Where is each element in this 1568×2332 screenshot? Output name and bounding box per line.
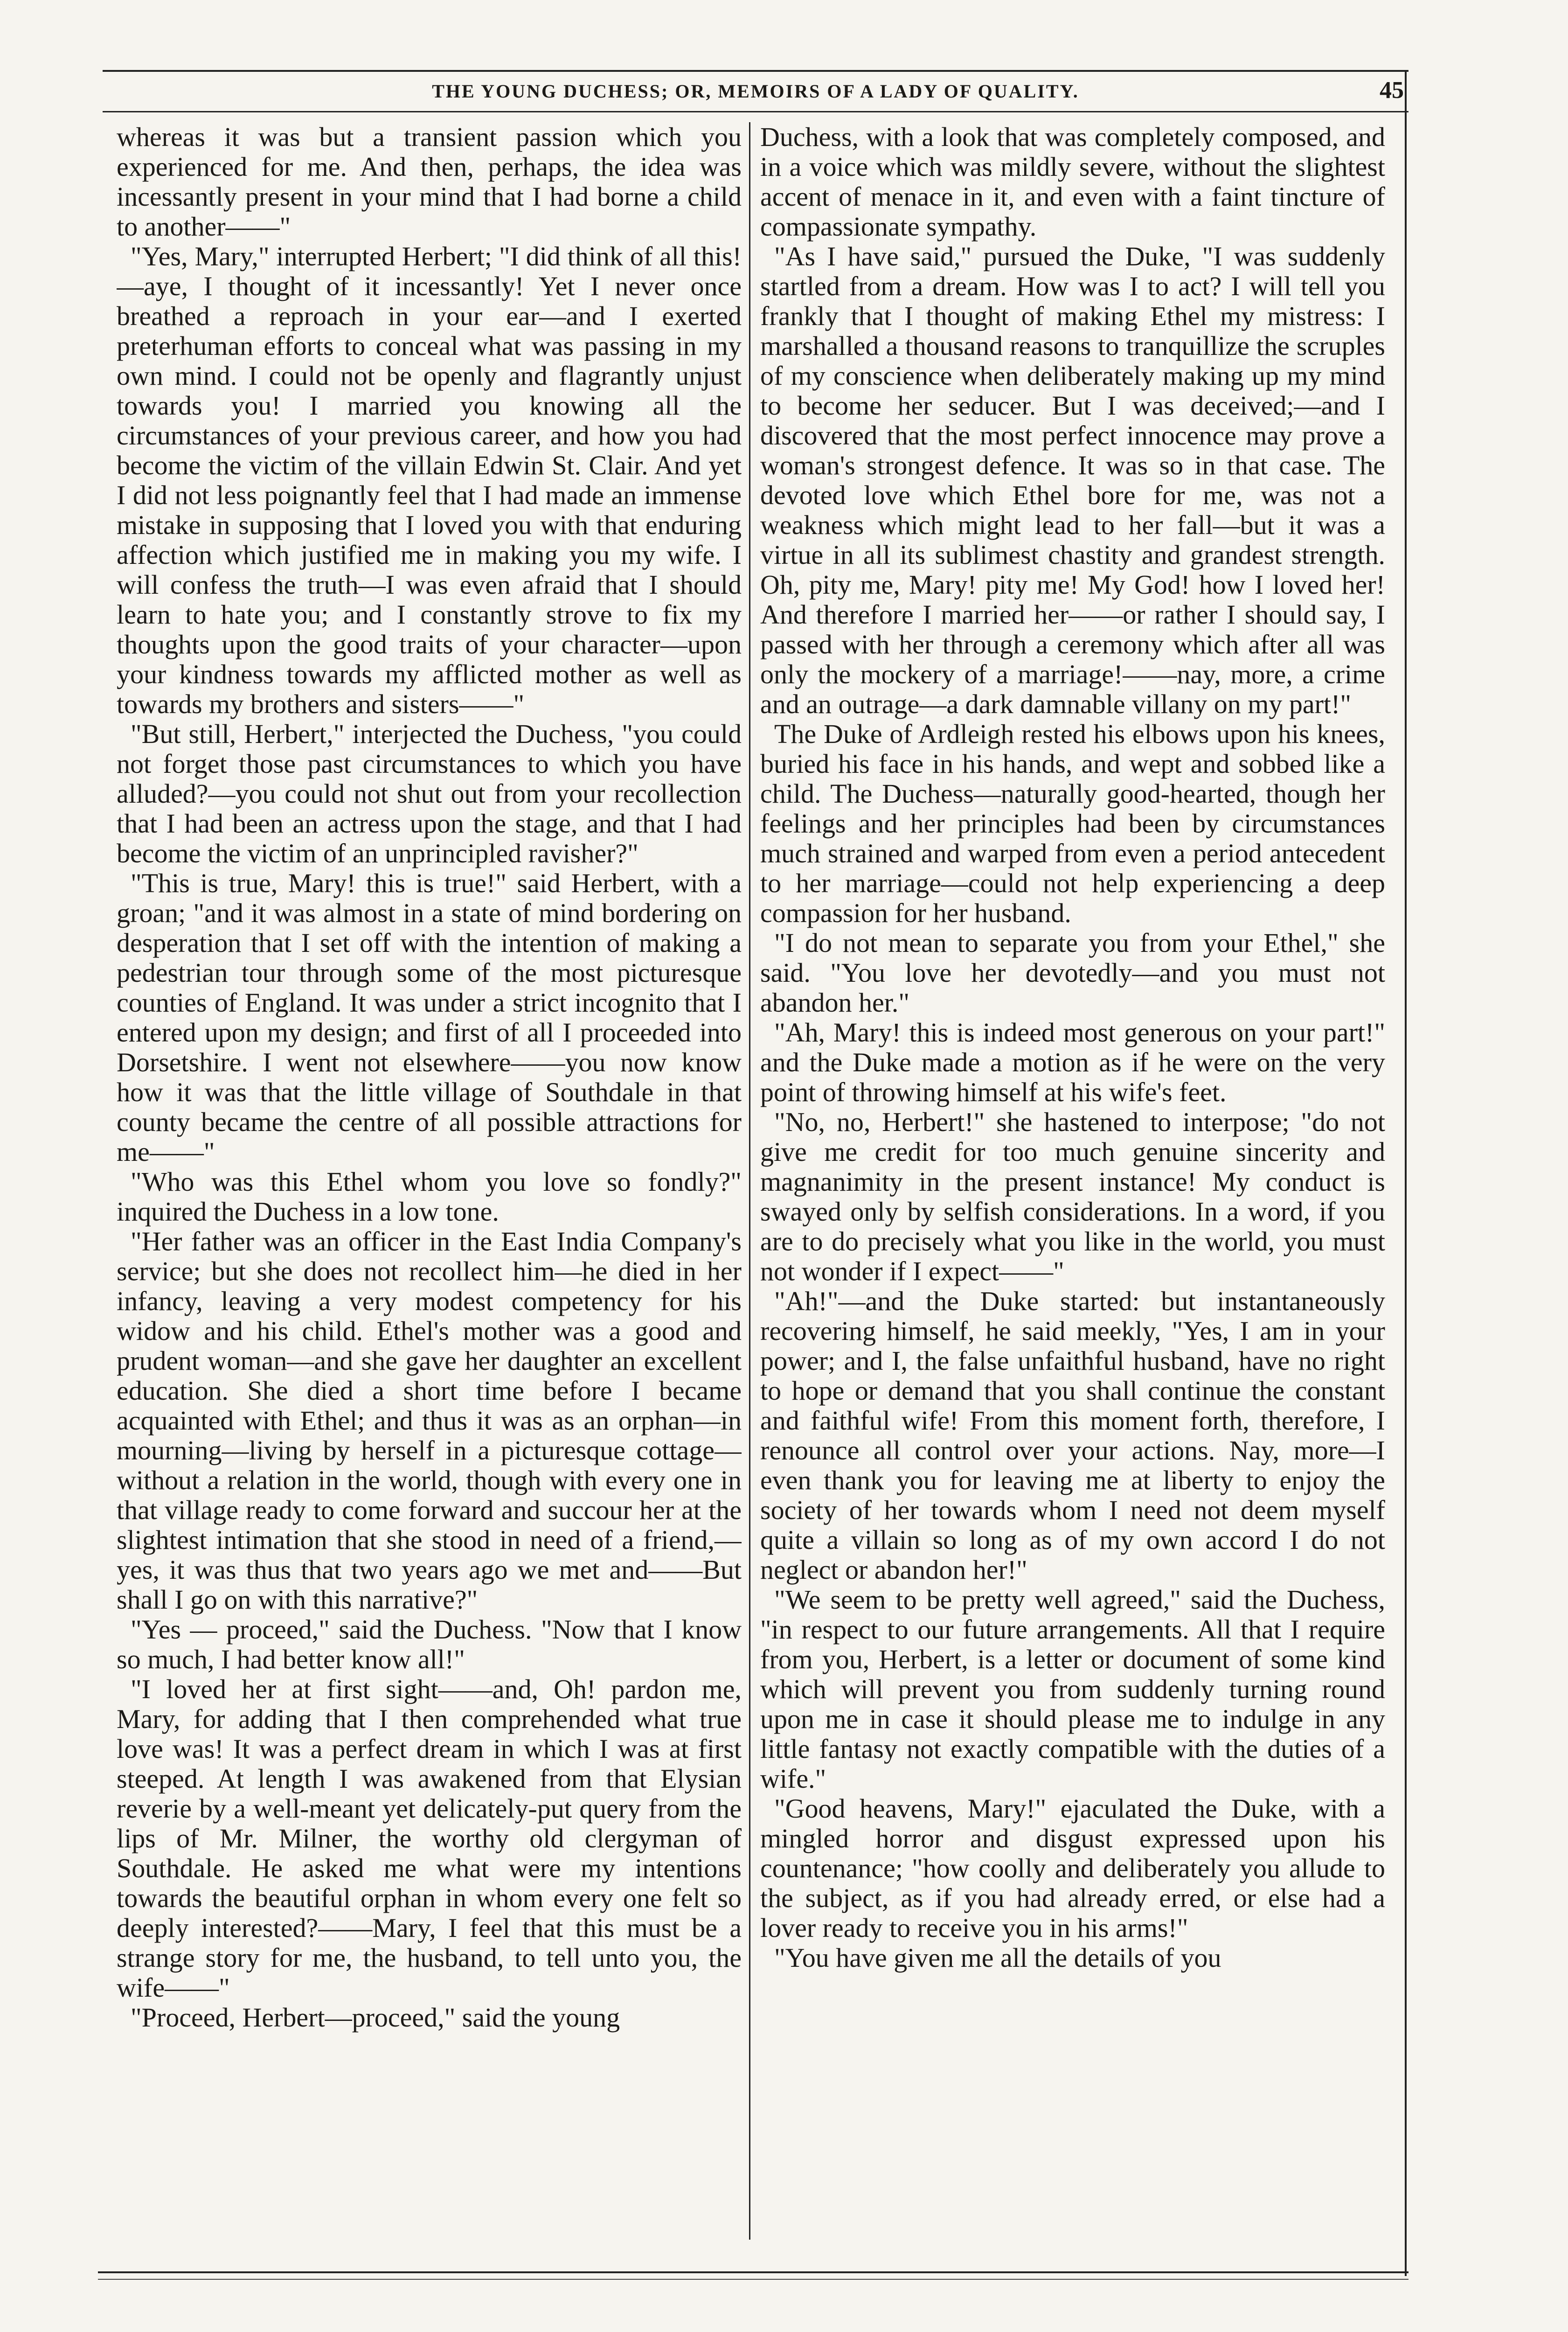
paragraph: "Her father was an officer in the East India Company's service; but she does not recollect him—he died in her infancy, leaving a very modest competency for his widow and his child. Ethel's mother was a good and prudent woman—and she gave her daughter an excellent education. She died a short time before I became acquainted with Ethel; and thus it was as an orphan—in mourning—living by herself in a picturesque cottage—without a relation in the world, though with every one in that village ready to come forward and succour her at the slightest intimation that she stood in need of a friend,—yes, it was thus that two years ago we met and——But shall I go on with this narrative?" bbox=[117, 1226, 742, 1615]
paragraph: "Who was this Ethel whom you love so fondly?" inquired the Duchess in a low tone. bbox=[117, 1166, 742, 1227]
column-divider bbox=[749, 122, 750, 2240]
paragraph: "Ah, Mary! this is indeed most generous on your part!" and the Duke made a motion as if he were on the very point of throwing himself at his wife's feet. bbox=[760, 1017, 1385, 1107]
paragraph: "We seem to be pretty well agreed," said the Duchess, "in respect to our future arrangements. All that I require from you, Herbert, is a letter or document of some kind which will prevent you from suddenly turning round upon me in case it should please me to indulge in any little fantasy not exactly compatible with the duties of a wife." bbox=[760, 1584, 1385, 1794]
footer-rule bbox=[98, 2271, 1408, 2273]
footer-rule-thin bbox=[98, 2279, 1408, 2280]
paragraph: "Proceed, Herbert—proceed," said the young bbox=[131, 2002, 620, 2033]
paragraph: whereas it was but a transient passion which you experienced for me. And then, perhaps, the idea was incessantly present in your mind that I had borne a child to another——" bbox=[117, 122, 742, 242]
paragraph: "No, no, Herbert!" she hastened to interpose; "do not give me credit for too much genuine sincerity and magnanimity in the present instance! My conduct is swayed only by selfish considerations. In a word, if you are to do precisely what you like in the world, you must not wonder if I expect——" bbox=[760, 1107, 1385, 1286]
paragraph: "Ah!"—and the Duke started: but instantaneously recovering himself, he said meekly, "Yes, I am in your power; and I, the false unfaithful husband, have no right to hope or demand that you shall continue the constant and faithful wife! From this moment forth, therefore, I renounce all control over your actions. Nay, more—I even thank you for leaving me at liberty to enjoy the society of her towards whom I need not deem myself quite a villain so long as of my own accord I do not neglect or abandon her!" bbox=[760, 1286, 1385, 1585]
paragraph: "As I have said," pursued the Duke, "I was suddenly startled from a dream. How was I to act? I will tell you frankly that I thought of making Ethel my mistress: I marshalled a thousand reasons to tranquillize the scruples of my conscience when deliberately making up my mind to become her seducer. But I was deceived;—and I discovered that the most perfect innocence may prove a woman's strongest defence. It was so in that case. The devoted love which Ethel bore for me, was not a weakness which might lead to her fall—but it was a virtue in all its sublimest chastity and grandest strength. Oh, pity me, Mary! pity me! My God! how I loved her! And therefore I married her——or rather I should say, I passed with her through a ceremony which after all was only the mockery of a marriage!——nay, more, a crime and an outrage—a dark damnable villany on my part!" bbox=[760, 241, 1385, 719]
paragraph: "I do not mean to separate you from your Ethel," she said. "You love her devotedly—and you must not abandon her." bbox=[760, 928, 1385, 1018]
running-header bbox=[103, 74, 1408, 112]
right-border-rule bbox=[1405, 70, 1407, 2276]
page-number: 45 bbox=[1380, 77, 1404, 104]
left-column bbox=[117, 122, 742, 2240]
running-title: THE YOUNG DUCHESS; OR, MEMOIRS OF A LADY OF QUALITY. bbox=[432, 81, 1079, 102]
paragraph: "This is true, Mary! this is true!" said Herbert, with a groan; "and it was almost in a state of mind bordering on desperation that I set off with the intention of making a pedestrian tour through some of the most picturesque counties of England. It was under a strict incognito that I entered upon my design; and first of all I proceeded into Dorsetshire. I went not elsewhere——you now know how it was that the little village of Southdale in that county became the centre of all possible attractions for me——" bbox=[117, 868, 742, 1167]
paragraph: "Yes — proceed," said the Duchess. "Now that I know so much, I had better know all!" bbox=[117, 1614, 742, 1674]
paragraph: "I loved her at first sight——and, Oh! pardon me, Mary, for adding that I then comprehended what true love was! It was a perfect dream in which I was at first steeped. At length I was awakened from that Elysian reverie by a well-meant yet delicately-put query from the lips of Mr. Milner, the worthy old clergyman of Southdale. He asked me what were my intentions towards the beautiful orphan in whom every one felt so deeply interested?——Mary, I feel that this must be a strange story for me, the husband, to tell unto you, the wife——" bbox=[117, 1674, 742, 2003]
paragraph: Duchess, with a look that was completely composed, and in a voice which was mildly severe, without the slightest accent of menace in it, and even with a faint tincture of compassionate sympathy. bbox=[760, 122, 1385, 242]
paragraph: "You have given me all the details of you bbox=[774, 1943, 1221, 1973]
paragraph: "Good heavens, Mary!" ejaculated the Duke, with a mingled horror and disgust expressed upon his countenance; "how coolly and deliberately you allude to the subject, as if you had already erred, or else had a lover ready to receive you in his arms!" bbox=[760, 1793, 1385, 1943]
right-column bbox=[760, 122, 1385, 2240]
paragraph: "But still, Herbert," interjected the Duchess, "you could not forget those past circumstances to which you have alluded?—you could not shut out from your recollection that I had been an actress upon the stage, and that I had become the victim of an unprincipled ravisher?" bbox=[117, 719, 742, 868]
paragraph: "Yes, Mary," interrupted Herbert; "I did think of all this!—aye, I thought of it incessantly! Yet I never once breathed a reproach in your ear—and I exerted preterhuman efforts to conceal what was passing in my own mind. I could not be openly and flagrantly unjust towards you! I married you knowing all the circumstances of your previous career, and how you had become the victim of the villain Edwin St. Clair. And yet I did not less poignantly feel that I had made an immense mistake in supposing that I loved you with that enduring affection which justified me in making you my wife. I will confess the truth—I was even afraid that I should learn to hate you; and I constantly strove to fix my thoughts upon the good traits of your character—upon your kindness towards my afflicted mother as well as towards my brothers and sisters——" bbox=[117, 241, 742, 719]
paragraph: The Duke of Ardleigh rested his elbows upon his knees, buried his face in his hands, and wept and sobbed like a child. The Duchess—naturally good-hearted, though her feelings and her principles had been by circumstances much strained and warped from even a period antecedent to her marriage—could not help experiencing a deep compassion for her husband. bbox=[760, 719, 1385, 928]
